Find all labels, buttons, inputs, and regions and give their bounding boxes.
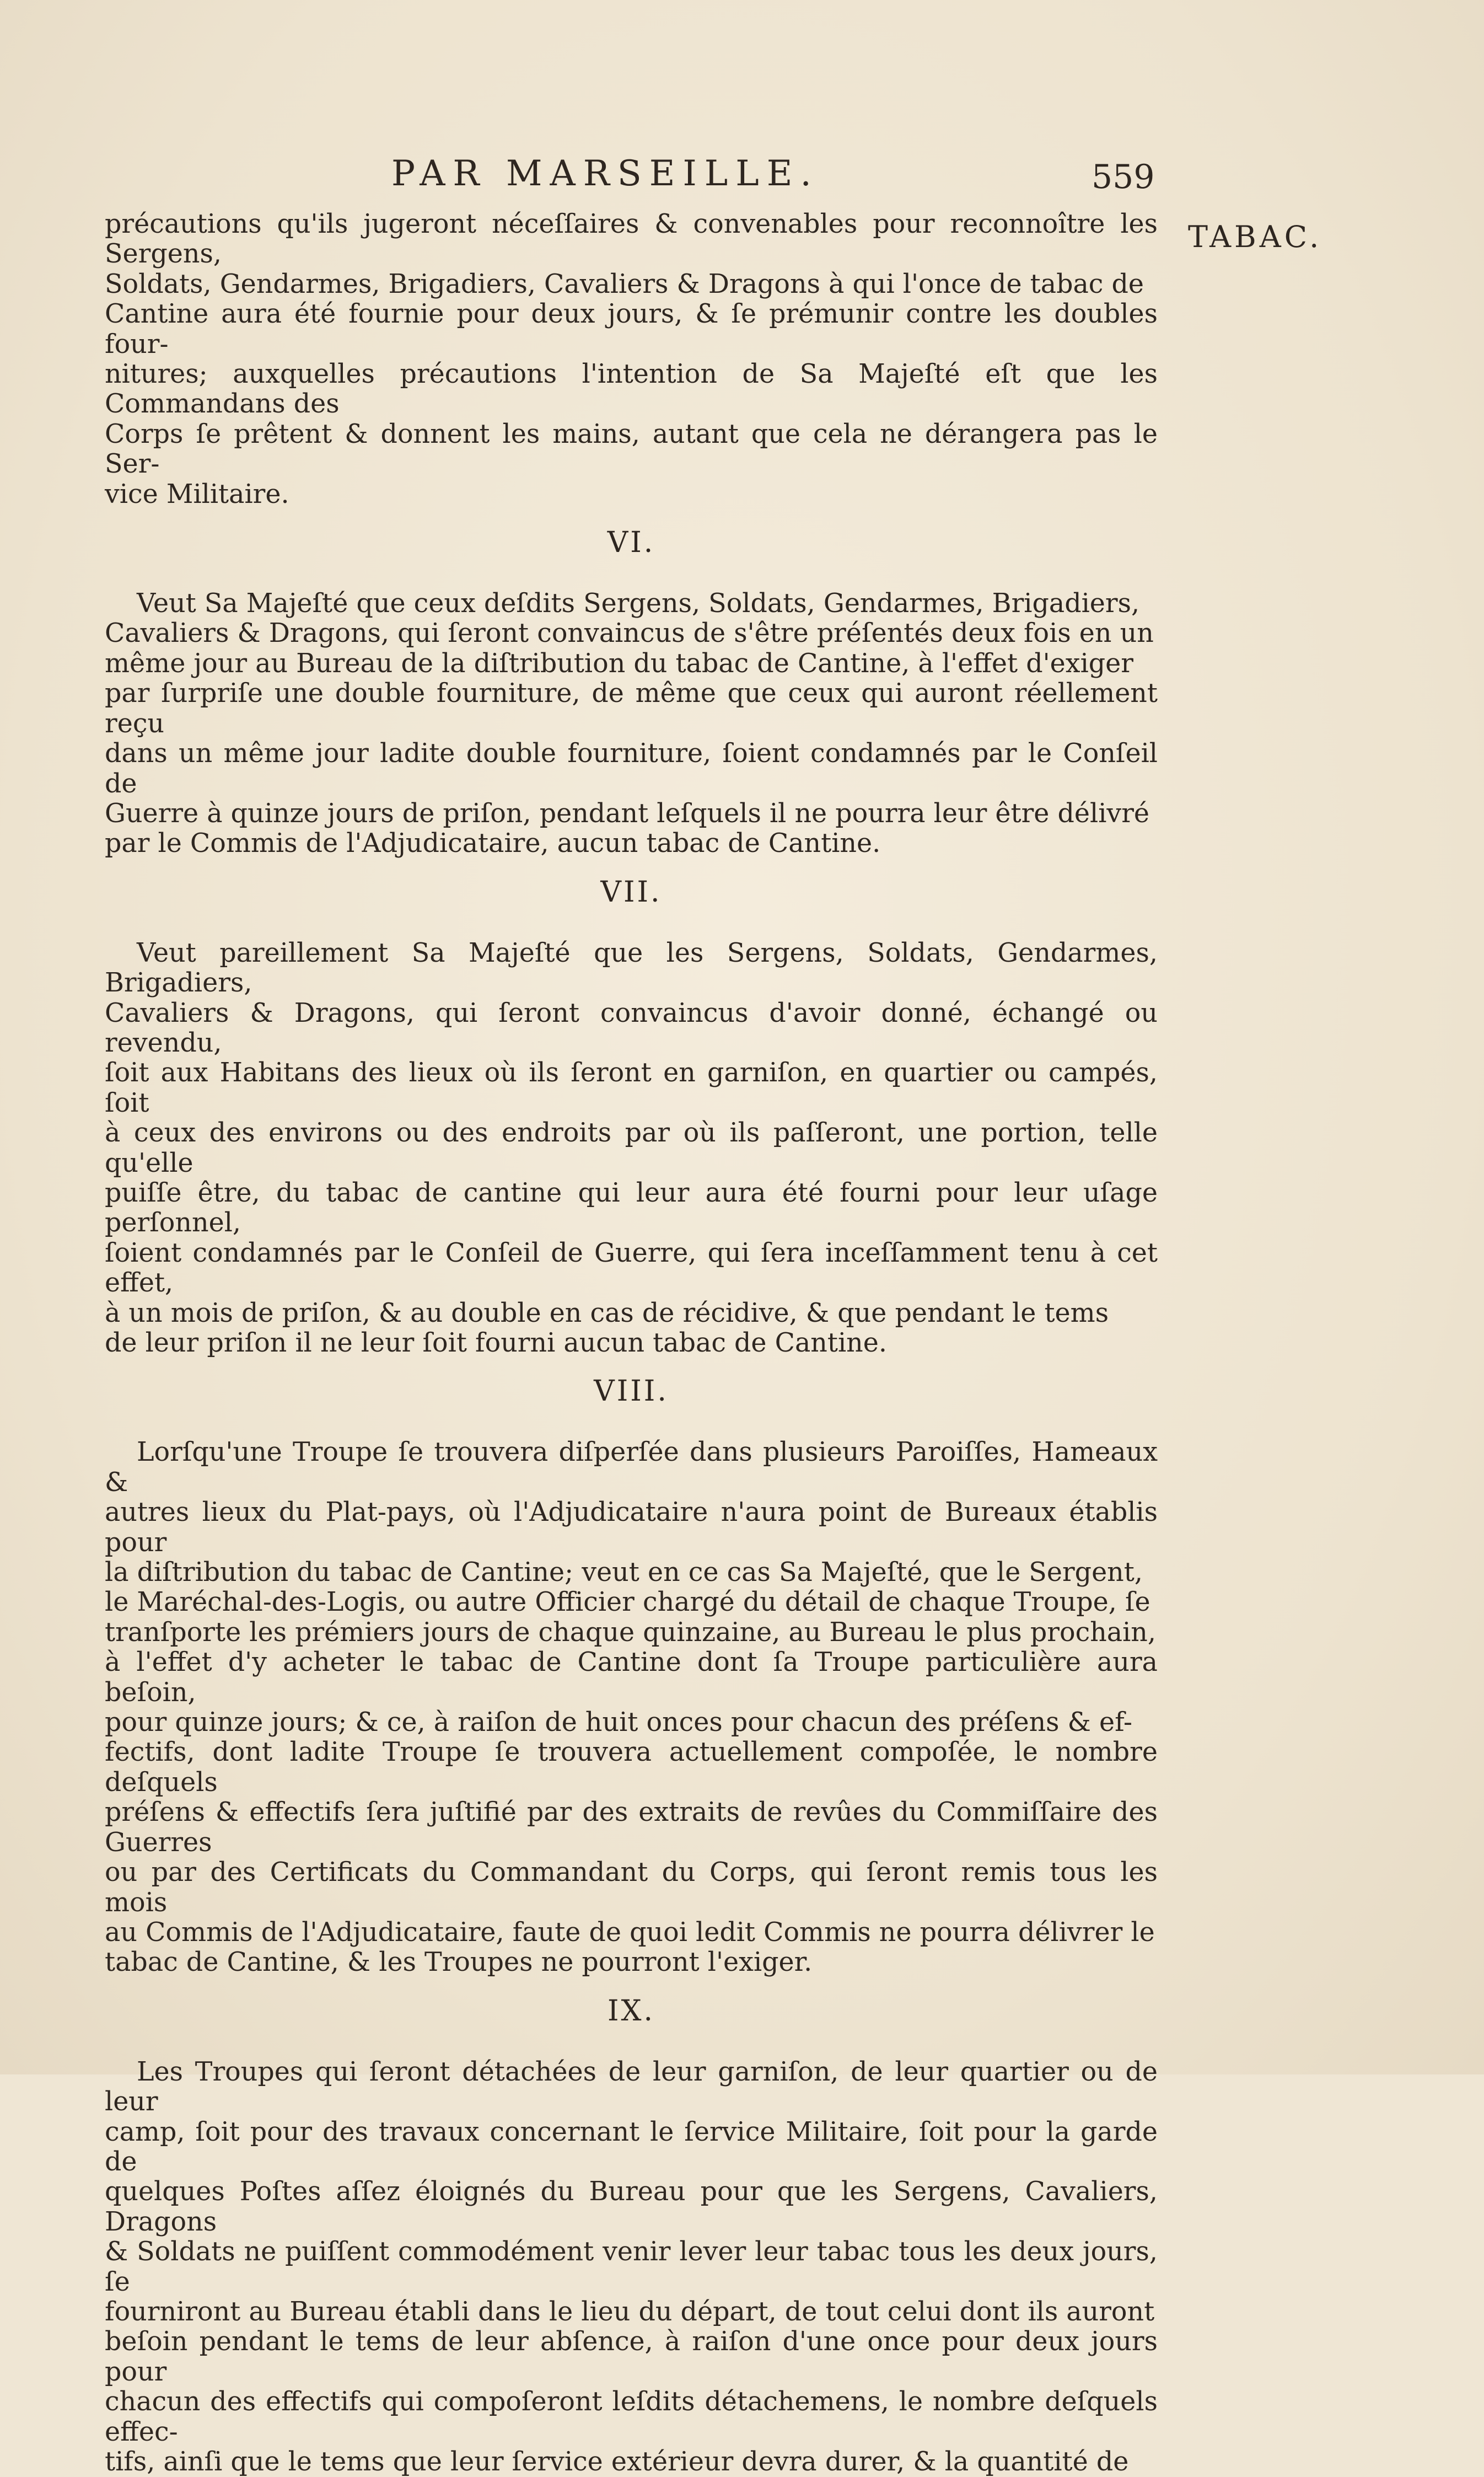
section-number-viii: VIII. [594, 1375, 669, 1408]
section-paragraph-vi: Veut Sa Majeſté que ceux deſdits Sergens, Soldats, Gendarmes, Brigadiers, Cavaliers & Dragons, qui ſeront convaincus de s'être préſentés deux fois en un même jour au Bureau de la diſtribution du tabac de Cantine, à l'effet d'exiger par ſurpriſe une double fourniture, de même que ceux qui auront réellement reçu dans un même jour ladite double fourniture, ſoient condamnés par le Conſeil de Guerre à quinze jours de priſon, pendant leſquels il ne pourra leur être délivré par le Commis de l'Adjudicataire, aucun tabac de Cantine. [105, 588, 1158, 859]
section-number-ix: IX. [607, 1994, 655, 2028]
continuation-paragraph: précautions qu'ils jugeront néceſſaires & convenables pour reconnoître les Sergens, Soldats, Gendarmes, Brigadiers, Cavaliers & Dragons à qui l'once de tabac de Cantine aura été fournie pour deux jours, & ſe prémunir contre les doubles four- nitures; auxquelles précautions l'intention de Sa Majeſté eſt que les Commandans des Corps ſe prêtent & donnent les mains, autant que cela ne dérangera pas le Ser- vice Militaire. [105, 209, 1158, 510]
section-number-vi: VI. [607, 526, 655, 560]
section-number-vii: VII. [600, 875, 662, 909]
body-text [105, 210, 1158, 2477]
margin-note: TABAC. [1188, 219, 1322, 254]
section-paragraph-ix: Les Troupes qui ſeront détachées de leur garniſon, de leur quartier ou de leur camp, ſoit pour des travaux concernant le ſervice Militaire, ſoit pour la garde de quelques Poſtes aſſez éloignés du Bureau pour que les Sergens, Cavaliers, Dragons & Soldats ne puiſſent commodément venir lever leur tabac tous les deux jours, ſe fourniront au Bureau établi dans le lieu du départ, de tout celui dont ils auront beſoin pendant le tems de leur abſence, à raiſon d'une once pour deux jours pour chacun des effectifs qui compoſeront leſdits détachemens, le nombre deſquels effec- tifs, ainſi que le tems que leur ſervice extérieur devra durer, & la quantité de [105, 2056, 1158, 2477]
running-title: PAR MARSEILLE. [391, 153, 819, 194]
section-paragraph-viii: Lorſqu'une Troupe ſe trouvera diſperſée dans plusieurs Paroiſſes, Hameaux & autres lieux du Plat-pays, où l'Adjudicataire n'aura point de Bureaux établis pour la diſtribution du tabac de Cantine; veut en ce cas Sa Majeſté, que le Sergent, le Maréchal-des-Logis, ou autre Officier chargé du détail de chaque Troupe, ſe tranſporte les prémiers jours de chaque quinzaine, au Bureau le plus prochain, à l'effet d'y acheter le tabac de Cantine dont ſa Troupe particulière aura beſoin, pour quinze jours; & ce, à raiſon de huit onces pour chacun des préſens & ef- fectifs, dont ladite Troupe ſe trouvera actuellement compoſée, le nombre deſquels préſens & effectifs ſera juſtifié par des extraits de revûes du Commiſſaire des Guerres ou par des Certificats du Commandant du Corps, qui ſeront remis tous les mois au Commis de l'Adjudicataire, faute de quoi ledit Commis ne pourra délivrer le tabac de Cantine, & les Troupes ne pourront l'exiger. [105, 1437, 1158, 1978]
section-paragraph-vii: Veut pareillement Sa Majeſté que les Sergens, Soldats, Gendarmes, Brigadiers, Cavaliers & Dragons, qui ſeront convaincus d'avoir donné, échangé ou revendu, ſoit aux Habitans des lieux où ils ſeront en garniſon, en quartier ou campés, ſoit à ceux des environs ou des endroits par où ils paſſeront, une portion, telle qu'elle puiſſe être, du tabac de cantine qui leur aura été fourni pour leur uſage perſonnel, ſoient condamnés par le Conſeil de Guerre, qui ſera inceſſamment tenu à cet effet, à un mois de priſon, & au double en cas de récidive, & que pendant le tems de leur priſon il ne leur ſoit fourni aucun tabac de Cantine. [105, 937, 1158, 1358]
page-number: 559 [1092, 158, 1155, 196]
running-head [105, 153, 1163, 203]
